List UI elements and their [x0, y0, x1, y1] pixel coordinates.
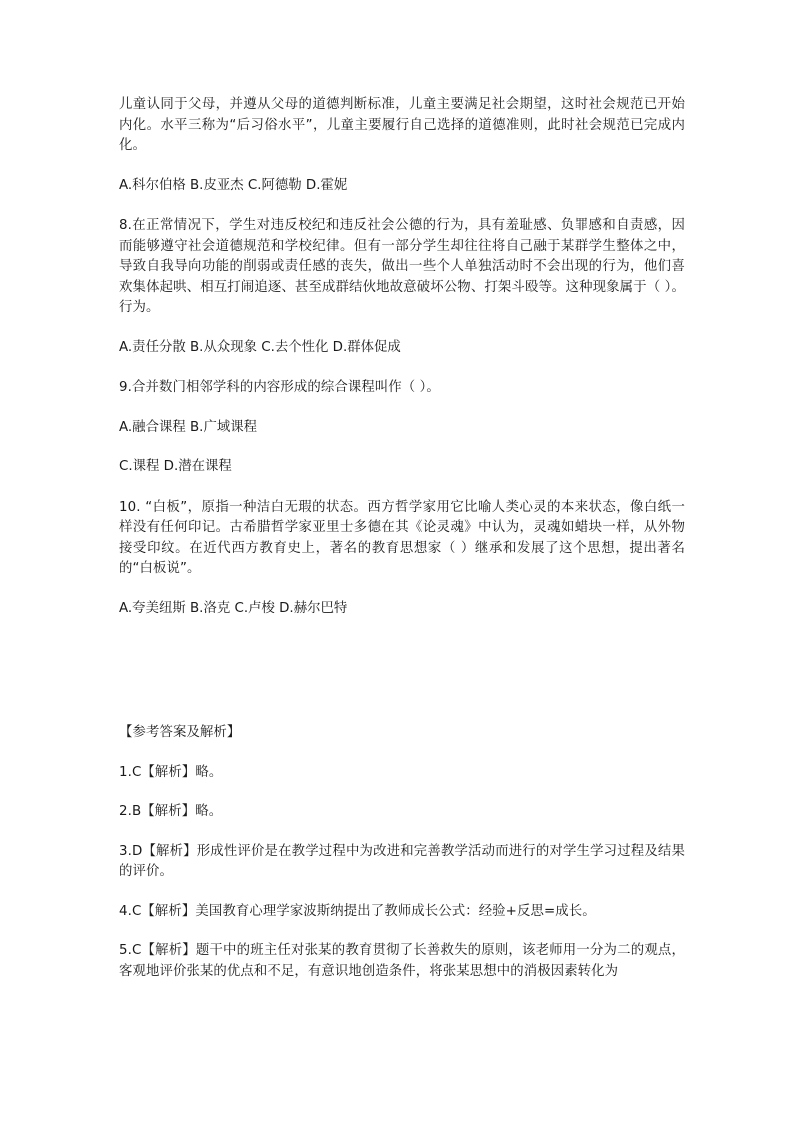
answers-heading: 【参考答案及解析】	[119, 725, 241, 740]
question-8-options: A.责任分散 B.从众现象 C.去个性化 D.群体促成	[119, 339, 401, 355]
question-8-stem: 8.在正常情况下，学生对违反校纪和违反社会公德的行为，具有羞耻感、负罪感和自责感，因而能够遵守社会道德规范和学校纪律。但有一部分学生却往往将自己融于某群学生整体之中，导致自我导向功能的削弱或责任感的丧失，做出一些个人单独活动时不会出现的行为，他们喜欢集体起哄、相互打闹追逐、甚至成群结伙地故意破坏公物、打架斗殴等。这种现象属于（ ）。行为。	[119, 218, 685, 315]
question-10-stem: 10. “白板”，原指一种洁白无瑕的状态。西方哲学家用它比喻人类心灵的本来状态，像白纸一样没有任何印记。古希腊哲学家亚里士多德在其《论灵魂》中认为，灵魂如蜡块一样，从外物接受印纹。在近代西方教育史上，著名的教育思想家（ ）继承和发展了这个思想，提出著名的“白板说”。	[119, 499, 685, 576]
document-page	[119, 95, 685, 982]
answer-4: 4.C【解析】美国教育心理学家波斯纳提出了教师成长公式：经验+反思=成长。	[119, 903, 596, 919]
question-7-stem-continued: 儿童认同于父母，并遵从父母的道德判断标准，儿童主要满足社会期望，这时社会规范已开始内化。水平三称为“后习俗水平”，儿童主要履行自己选择的道德准则，此时社会规范已完成内化。	[119, 97, 685, 153]
answer-1: 1.C【解析】略。	[119, 764, 223, 780]
question-7-options: A.科尔伯格 B.皮亚杰 C.阿德勒 D.霍妮	[119, 177, 348, 193]
question-10-options: A.夸美纽斯 B.洛克 C.卢梭 D.赫尔巴特	[119, 600, 348, 616]
answer-5: 5.C【解析】题干中的班主任对张某的教育贯彻了长善救失的原则，该老师用一分为二的观点，客观地评价张某的优点和不足，有意识地创造条件，将张某思想中的消极因素转化为	[119, 943, 685, 979]
question-9-stem: 9.合并数门相邻学科的内容形成的综合课程叫作（ ）。	[119, 380, 440, 395]
answer-3: 3.D【解析】形成性评价是在教学过程中为改进和完善教学活动而进行的对学生学习过程及结果的评价。	[119, 843, 685, 879]
answer-2: 2.B【解析】略。	[119, 804, 223, 819]
question-9-options-ab: A.融合课程 B.广域课程	[119, 419, 258, 435]
question-9-options-cd: C.课程 D.潜在课程	[119, 459, 232, 474]
